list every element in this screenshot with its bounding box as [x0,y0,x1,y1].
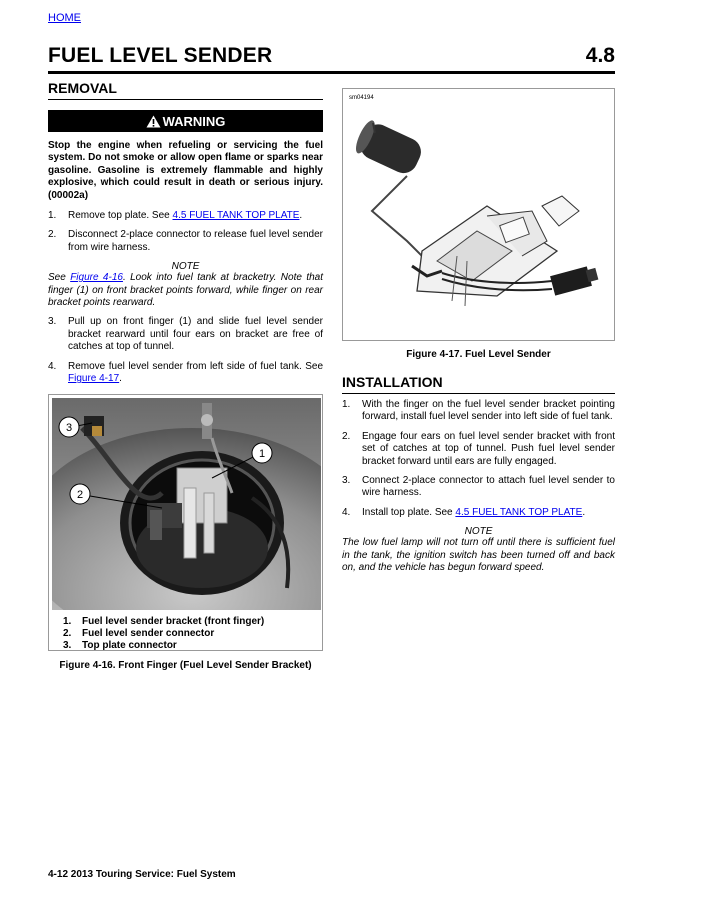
list-item [63,628,264,640]
fuel-tank-photo [52,398,321,610]
figure-id: sm04194 [349,95,374,101]
removal-steps-a [48,210,323,254]
list-item [342,431,615,468]
step-text: Install top plate. See [362,506,456,518]
step-number: 2. [342,430,351,442]
home-link[interactable]: HOME [48,12,81,24]
note-heading: NOTE [464,526,493,538]
note-text [48,272,323,309]
figure-4-16-caption: Figure 4-16. Front Finger (Fuel Level Sender Bracket) [59,659,312,671]
callout-number: 3. [63,639,72,651]
step-number: 2. [48,229,57,241]
step-text: Connect 2-place connector to attach fuel level sender to wire harness. [362,475,615,499]
step-text: Disconnect 2-place connector to release fuel level sender from wire harness. [68,229,323,253]
warning-triangle-icon [146,115,161,128]
step-text-end: . [299,210,303,222]
callout-text: Top plate connector [82,639,177,651]
list-item [48,210,323,222]
step-number: 1. [342,399,351,410]
note-heading: NOTE [171,261,200,273]
list-item [63,616,264,628]
callout-marker-2: 2 [76,488,84,501]
installation-heading: INSTALLATION [342,374,615,394]
top-plate-link[interactable]: 4.5 FUEL TANK TOP PLATE [455,506,583,518]
section-number: 4.8 [585,44,615,67]
figure-4-16-link[interactable]: Figure 4-16 [70,272,123,284]
installation-steps [342,399,615,519]
step-number: 1. [48,210,57,222]
list-item [63,640,264,652]
list-item [342,399,615,424]
figure-4-17-caption: Figure 4-17. Fuel Level Sender [406,349,551,360]
removal-heading: REMOVAL [48,80,323,100]
fuel-level-sender-image [347,101,612,336]
figure-callouts [63,616,264,652]
page-footer: 4-12 2013 Touring Service: Fuel System [48,869,236,880]
title-rule [48,71,615,74]
step-number: 3. [342,475,351,487]
step-number: 3. [48,316,57,328]
note-text-end: . Look into fuel tank at bracketry. Note that finger (1) on front bracket points forward, while finger on rear bracket points rearward. [48,272,324,309]
step-text: Remove top plate. See [68,210,173,222]
step-text: With the finger on the fuel level sender bracket pointing forward, install fuel level sender into left side of fuel tank. [362,399,615,423]
callout-number: 2. [63,627,72,639]
callout-number: 1. [63,615,72,627]
step-text-end: . [582,506,586,518]
left-column [48,80,323,671]
list-item [342,507,615,519]
step-number: 4. [48,360,57,372]
figure-4-17 [342,88,615,341]
list-item [48,316,323,353]
note-text-start: See [48,272,71,284]
list-item [48,361,323,386]
step-number: 4. [342,506,351,518]
top-plate-link[interactable]: 4.5 FUEL TANK TOP PLATE [172,210,300,222]
note-text: The low fuel lamp will not turn off until there is sufficient fuel in the tank, the ignition switch has been turned off and back on, and the vehicle has begun forward speed. [342,537,615,574]
step-text: Remove fuel level sender from left side of fuel tank. See [68,360,323,372]
list-item [48,229,323,254]
right-column [342,88,615,581]
callout-text: Fuel level sender connector [82,627,215,639]
callout-marker-1: 1 [258,447,266,460]
list-item [342,475,615,500]
callout-marker-3: 3 [65,421,73,434]
page-title: FUEL LEVEL SENDER [48,44,273,67]
callout-text: Fuel level sender bracket (front finger) [82,615,265,627]
step-text: Pull up on front finger (1) and slide fuel level sender bracket rearward until four ears on bracket are free of catches at top of tunnel. [68,316,323,353]
figure-4-17-link[interactable]: Figure 4-17 [68,373,120,385]
step-text: Engage four ears on fuel level sender bracket with front set of catches at top of tunnel. Push fuel level sender bracket forward until ears are fully engaged. [362,430,615,467]
warning-banner [48,110,323,132]
warning-label: WARNING [162,113,226,129]
warning-text: Stop the engine when refueling or servicing the fuel system. Do not smoke or allow open flame or sparks near gasoline. Gasoline is extremely flammable and highly explosive, which could result in death or serious injury. (00002a) [48,140,323,201]
figure-4-16 [48,394,323,651]
step-text-end: . [119,373,122,385]
removal-steps-b [48,316,323,385]
